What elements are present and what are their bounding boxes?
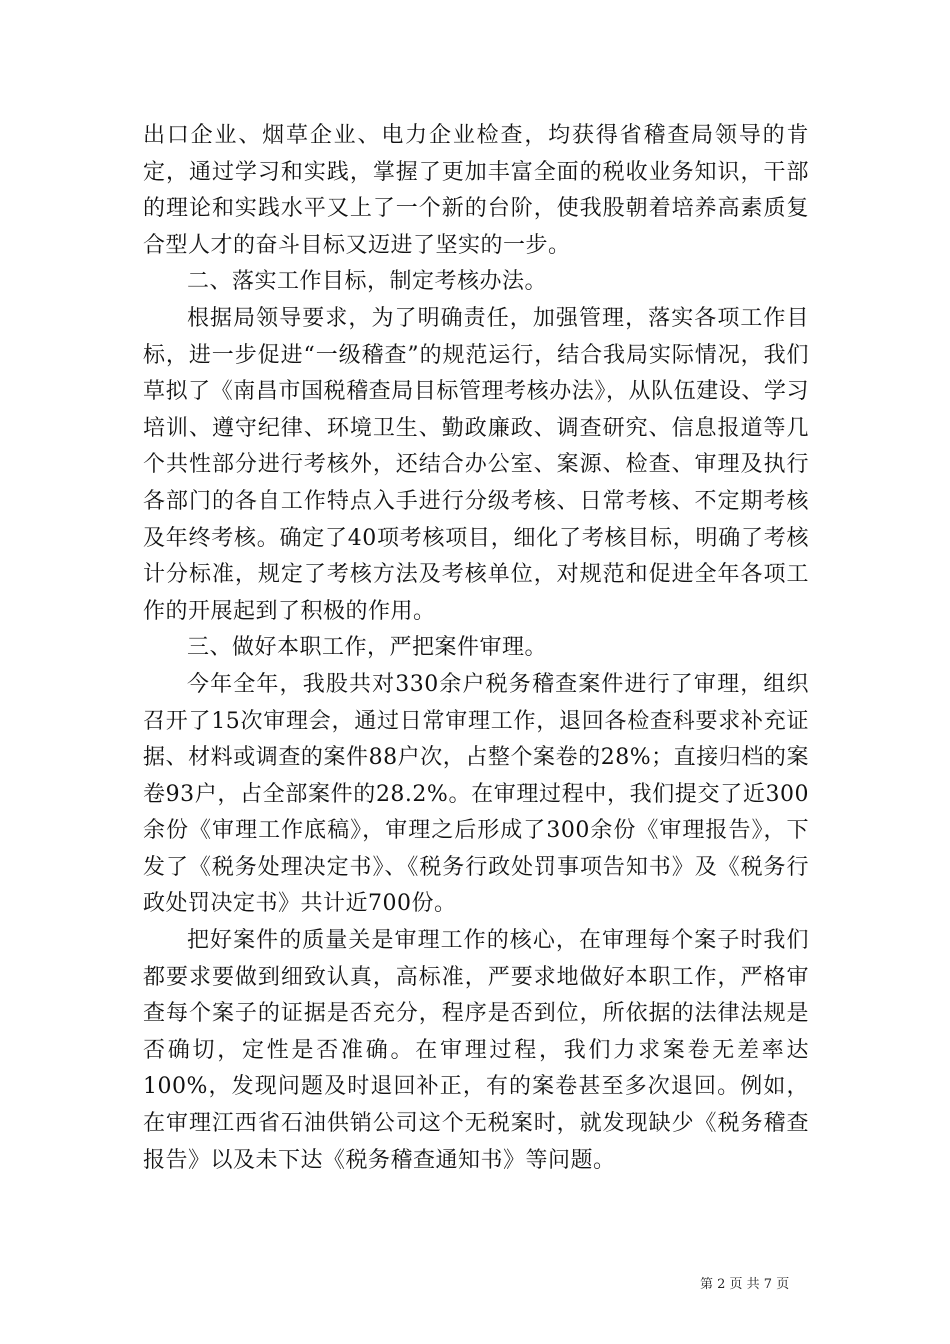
section-heading-three: 三、做好本职工作，严把案件审理。	[187, 635, 548, 661]
page-number-footer: 第 2 页 共 7 页	[700, 1277, 790, 1292]
paragraph-assessment: 根据局领导要求，为了明确责任，加强管理，落实各项工作目标，进一步促进“一级稽查”的规范运行，结合我局实际情况，我们草拟了《南昌市国税稽查局目标管理考核办法》，从队伍建设、学习培训、遵守纪律、环境卫生、勤政廉政、调查研究、信息报道等几个共性部分进行考核外，还结合办公室、案源、检查、审理及执行各部门的各自工作特点入手进行分级考核、日常考核、不定期考核及年终考核。确定了40项考核项目，细化了考核目标，明确了考核计分标准，规定了考核方法及考核单位，对规范和促进全年各项工作的开展起到了积极的作用。	[143, 305, 809, 624]
paragraph-quality-control: 把好案件的质量关是审理工作的核心，在审理每个案子时我们都要求要做到细致认真，高标准，严要求地做好本职工作，严格审查每个案子的证据是否充分，程序是否到位，所依据的法律法规是否确切，定性是否准确。在审理过程，我们力求案卷无差率达100%，发现问题及时退回补正，有的案卷甚至多次退回。例如，在审理江西省石油供销公司这个无税案时，就发现缺少《税务稽查报告》以及未下达《税务稽查通知书》等问题。	[143, 928, 809, 1173]
document-body	[143, 118, 809, 1179]
paragraph-continuation: 出口企业、烟草企业、电力企业检查，均获得省稽查局领导的肯定，通过学习和实践，掌握了更加丰富全面的税收业务知识，干部的理论和实践水平又上了一个新的台阶，使我股朝着培养高素质复合型人才的奋斗目标又迈进了坚实的一步。	[143, 123, 809, 258]
paragraph-case-review: 今年全年，我股共对330余户税务稽查案件进行了审理，组织召开了15次审理会，通过日常审理工作，退回各检查科要求补充证据、材料或调查的案件88户次，占整个案卷的28%；直接归档的案卷93户，占全部案件的28.2%。在审理过程中，我们提交了近300余份《审理工作底稿》，审理之后形成了300余份《审理报告》，下发了《税务处理决定书》、《税务行政处罚事项告知书》及《税务行政处罚决定书》共计近700份。	[143, 671, 809, 917]
section-heading-two: 二、落实工作目标，制定考核办法。	[187, 269, 548, 295]
